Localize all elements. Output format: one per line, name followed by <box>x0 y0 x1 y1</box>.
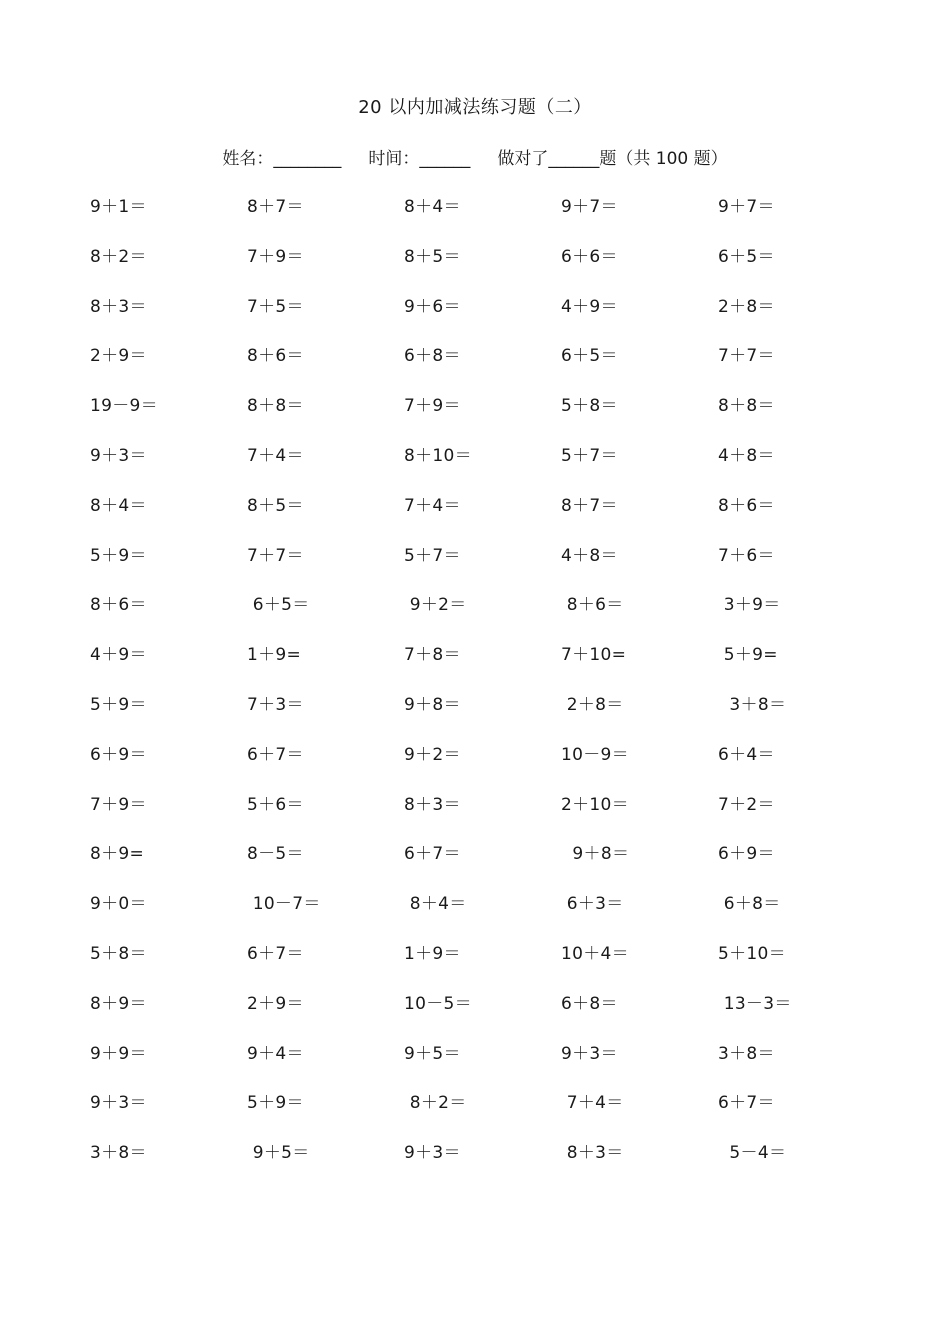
time-blank: ______ <box>419 149 471 169</box>
math-problem: 1＋9＝ <box>404 943 461 964</box>
math-problem: 9＋7＝ <box>718 197 775 217</box>
math-problem: 8＋6＝ <box>561 595 624 616</box>
math-problem: 9＋3＝ <box>90 445 147 466</box>
problem-row <box>0 195 950 245</box>
problem-row <box>0 394 950 444</box>
problem-row <box>0 992 950 1042</box>
problem-row <box>0 693 950 743</box>
math-problem: 9＋5＝ <box>247 1143 310 1164</box>
math-problem: 6＋6＝ <box>561 246 618 267</box>
math-problem: 8＋6＝ <box>247 346 304 367</box>
math-problem: 9＋3＝ <box>90 1093 147 1114</box>
math-problem: 9＋8＝ <box>404 694 461 715</box>
math-problem: 9＋2＝ <box>404 595 467 616</box>
math-problem: 6＋9＝ <box>90 744 147 765</box>
math-problem: 9＋1＝ <box>90 197 147 217</box>
math-problem: 8＋2＝ <box>90 246 147 267</box>
math-problem: 2＋10＝ <box>561 794 629 815</box>
correct-label: 做对了 <box>497 149 549 169</box>
math-problem: 5＋8＝ <box>561 396 618 417</box>
math-problem: 8＋5＝ <box>247 495 304 516</box>
math-problem: 2＋8＝ <box>561 694 624 715</box>
math-problem: 9＋6＝ <box>404 296 461 317</box>
math-problem: 6＋8＝ <box>561 993 618 1014</box>
problem-grid <box>0 195 950 1191</box>
math-problem: 8＋7＝ <box>247 197 304 217</box>
math-problem: 8＋6＝ <box>718 495 775 516</box>
math-problem: 8＋2＝ <box>404 1093 467 1114</box>
math-problem: 8＋8＝ <box>718 396 775 417</box>
math-problem: 9＋3＝ <box>404 1143 461 1164</box>
math-problem: 9＋7＝ <box>561 197 618 217</box>
math-problem: 6＋9＝ <box>718 844 775 865</box>
math-problem: 2＋9＝ <box>90 346 147 367</box>
problem-row <box>0 593 950 643</box>
math-problem: 8＋3＝ <box>561 1143 624 1164</box>
math-problem: 5＋9＝ <box>90 694 147 715</box>
problem-row <box>0 643 950 693</box>
math-problem: 8＋4＝ <box>404 197 461 217</box>
problem-row <box>0 892 950 942</box>
math-problem: 7＋9＝ <box>90 794 147 815</box>
math-problem: 6＋8＝ <box>404 346 461 367</box>
math-problem: 10－9＝ <box>561 744 629 765</box>
math-problem: 7＋4＝ <box>404 495 461 516</box>
math-problem: 4＋9＝ <box>90 645 147 666</box>
math-problem: 6＋4＝ <box>718 744 775 765</box>
math-problem: 7＋7＝ <box>718 346 775 367</box>
math-problem: 6＋7＝ <box>247 943 304 964</box>
math-problem: 4＋9＝ <box>561 296 618 317</box>
math-problem: 9＋9＝ <box>90 1043 147 1064</box>
math-problem: 1＋9= <box>247 645 302 666</box>
problem-row <box>0 544 950 594</box>
time-label: 时间： <box>368 149 420 169</box>
math-problem: 2＋9＝ <box>247 993 304 1014</box>
math-problem: 9＋4＝ <box>247 1043 304 1064</box>
student-info-line <box>0 147 950 171</box>
math-problem: 5－4＝ <box>718 1143 787 1164</box>
math-problem: 6＋5＝ <box>561 346 618 367</box>
math-problem: 5＋7＝ <box>404 545 461 566</box>
math-problem: 10＋4＝ <box>561 943 629 964</box>
math-problem: 7＋9＝ <box>247 246 304 267</box>
problem-row <box>0 494 950 544</box>
math-problem: 9＋8＝ <box>561 844 630 865</box>
math-problem: 6＋7＝ <box>718 1093 775 1114</box>
math-problem: 7＋8＝ <box>404 645 461 666</box>
problem-row <box>0 1091 950 1141</box>
math-problem: 5＋9＝ <box>247 1093 304 1114</box>
name-label: 姓名： <box>222 149 274 169</box>
math-problem: 8＋4＝ <box>90 495 147 516</box>
math-problem: 7＋9＝ <box>404 396 461 417</box>
math-problem: 9＋2＝ <box>404 744 461 765</box>
page-title: 20 以内加减法练习题（二） <box>358 97 592 118</box>
problem-row <box>0 1141 950 1191</box>
total-text: 题（共 100 题） <box>599 149 728 169</box>
math-problem: 9＋0＝ <box>90 894 147 915</box>
math-problem: 8＋9＝ <box>90 993 147 1014</box>
math-problem: 13－3＝ <box>718 993 792 1014</box>
math-problem: 7＋4＝ <box>247 445 304 466</box>
math-problem: 8＋4＝ <box>404 894 467 915</box>
math-problem: 10－5＝ <box>404 993 472 1014</box>
math-problem: 5＋7＝ <box>561 445 618 466</box>
math-problem: 2＋8＝ <box>718 296 775 317</box>
math-problem: 8＋6＝ <box>90 595 147 616</box>
math-problem: 8＋7＝ <box>561 495 618 516</box>
math-problem: 4＋8＝ <box>561 545 618 566</box>
problem-row <box>0 793 950 843</box>
math-problem: 7＋2＝ <box>718 794 775 815</box>
math-problem: 6＋7＝ <box>404 844 461 865</box>
math-problem: 9＋3＝ <box>561 1043 618 1064</box>
math-problem: 9＋5＝ <box>404 1043 461 1064</box>
problem-row <box>0 444 950 494</box>
math-problem: 8＋10＝ <box>404 445 472 466</box>
math-problem: 5＋6＝ <box>247 794 304 815</box>
math-problem: 4＋8＝ <box>718 445 775 466</box>
math-problem: 7＋3＝ <box>247 694 304 715</box>
problem-row <box>0 1042 950 1092</box>
math-problem: 8＋8＝ <box>247 396 304 417</box>
problem-row <box>0 344 950 394</box>
problem-row <box>0 842 950 892</box>
math-problem: 8－5＝ <box>247 844 304 865</box>
correct-blank: ______ <box>548 149 600 169</box>
math-problem: 8＋5＝ <box>404 246 461 267</box>
math-problem: 5＋10＝ <box>718 943 786 964</box>
problem-row <box>0 743 950 793</box>
problem-row <box>0 295 950 345</box>
problem-row <box>0 245 950 295</box>
math-problem: 7＋10= <box>561 645 627 666</box>
math-problem: 6＋5＝ <box>247 595 310 616</box>
math-problem: 6＋7＝ <box>247 744 304 765</box>
math-problem: 6＋8＝ <box>718 894 781 915</box>
math-problem: 7＋5＝ <box>247 296 304 317</box>
math-problem: 8＋3＝ <box>404 794 461 815</box>
math-problem: 5＋9＝ <box>90 545 147 566</box>
math-problem: 6＋3＝ <box>561 894 624 915</box>
math-problem: 3＋8＝ <box>718 1043 775 1064</box>
math-problem: 5＋8＝ <box>90 943 147 964</box>
problem-row <box>0 942 950 992</box>
math-problem: 3＋8＝ <box>90 1143 147 1164</box>
math-problem: 7＋7＝ <box>247 545 304 566</box>
math-problem: 3＋8＝ <box>718 694 787 715</box>
math-problem: 5＋9= <box>718 645 778 666</box>
math-problem: 7＋6＝ <box>718 545 775 566</box>
math-problem: 7＋4＝ <box>561 1093 624 1114</box>
math-problem: 6＋5＝ <box>718 246 775 267</box>
math-problem: 10－7＝ <box>247 894 321 915</box>
math-problem: 19－9＝ <box>90 396 158 417</box>
math-problem: 3＋9＝ <box>718 595 781 616</box>
math-problem: 8＋3＝ <box>90 296 147 317</box>
name-blank: ________ <box>273 149 342 169</box>
math-problem: 8＋9= <box>90 844 145 865</box>
